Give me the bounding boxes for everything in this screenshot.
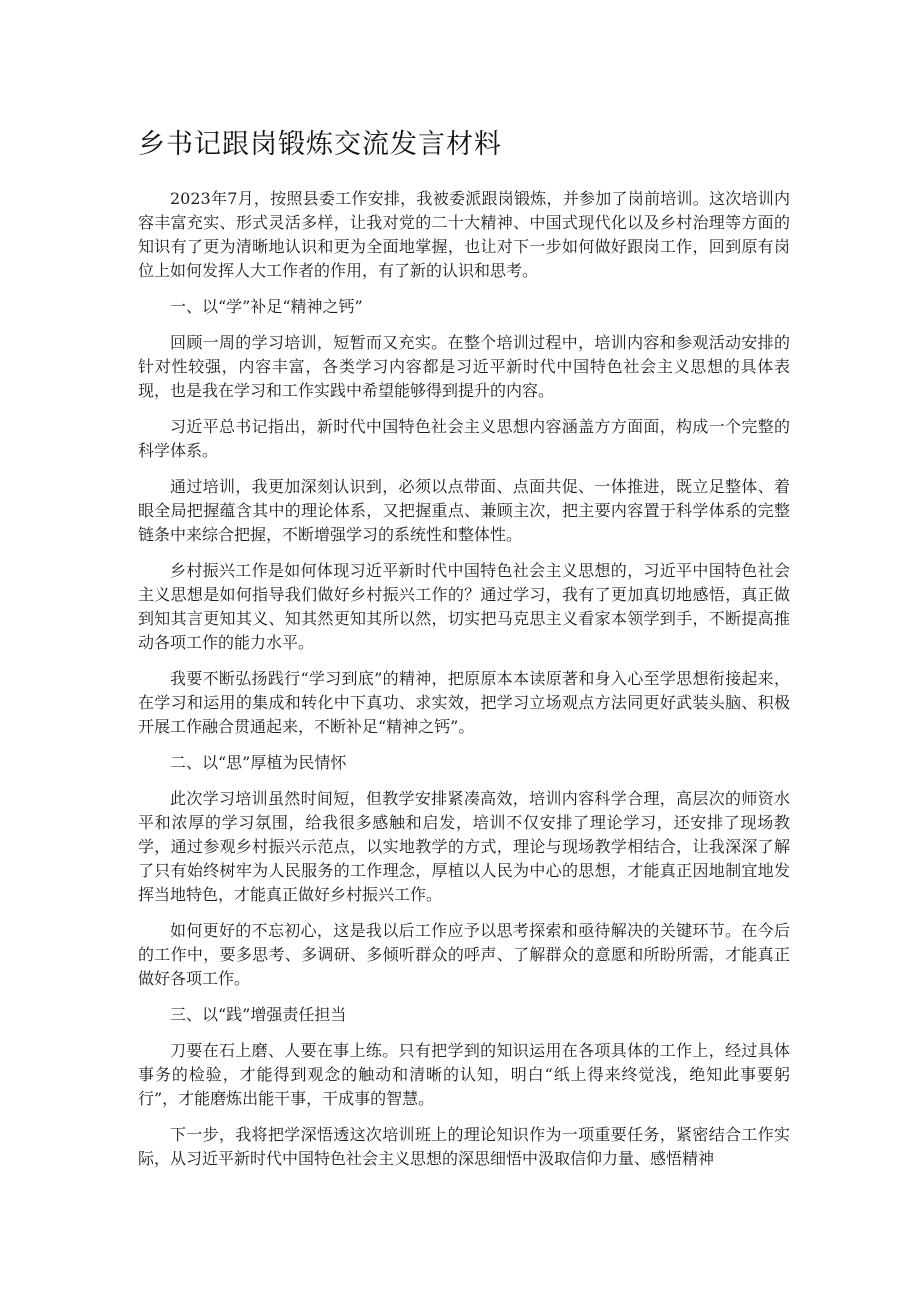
- section-heading-1: 一、以“学”补足“精神之钙”: [170, 297, 363, 316]
- paragraph: 我要不断弘扬践行“学习到底”的精神，把原原本本读原著和身入心至学思想衔接起来，在学习和运用的集成和转化中下真功、求实效，把学习立场观点方法同更好武装头脑、积极开展工作融合贯通起来，不断补足“精神之钙”。: [138, 669, 790, 736]
- paragraph: 习近平总书记指出，新时代中国特色社会主义思想内容涵盖方方面面，构成一个完整的科学体系。: [138, 417, 790, 460]
- paragraph: 下一步，我将把学深悟透这次培训班上的理论知识作为一项重要任务，紧密结合工作实际，从习近平新时代中国特色社会主义思想的深思细悟中汲取信仰力量、感悟精神: [138, 1125, 790, 1168]
- section-heading-2: 二、以“思”厚植为民情怀: [170, 753, 347, 772]
- paragraph: 此次学习培训虽然时间短，但教学安排紧凑高效，培训内容科学合理，高层次的师资水平和浓厚的学习氛围，给我很多感触和启发，培训不仅安排了理论学习，还安排了现场教学，通过参观乡村振兴示范点，以实地教学的方式，理论与现场教学相结合，让我深深了解了只有始终树牢为人民服务的工作理念，厚植以人民为中心的思想，才能真正因地制宜地发挥当地特色，才能真正做好乡村振兴工作。: [138, 789, 790, 904]
- document-page: [138, 125, 790, 1183]
- paragraph: 刀要在石上磨、人要在事上练。只有把学到的知识运用在各项具体的工作上，经过具体事务的检验，才能得到观念的触动和清晰的认知，明白“纸上得来终觉浅，绝知此事要躬行”，才能磨炼出能干事，干成事的智慧。: [138, 1041, 790, 1108]
- paragraph: 乡村振兴工作是如何体现习近平新时代中国特色社会主义思想的，习近平中国特色社会主义思想是如何指导我们做好乡村振兴工作的？通过学习，我有了更加真切地感悟，真正做到知其言更知其义、知其然更知其所以然，切实把马克思主义看家本领学到手，不断提高推动各项工作的能力水平。: [138, 561, 790, 652]
- document-title: 乡书记跟岗锻炼交流发言材料: [138, 129, 502, 160]
- paragraph: 如何更好的不忘初心，这是我以后工作应予以思考探索和亟待解决的关键环节。在今后的工作中，要多思考、多调研、多倾听群众的呼声、了解群众的意愿和所盼所需，才能真正做好各项工作。: [138, 921, 790, 988]
- section-heading-3: 三、以“践”增强责任担当: [170, 1005, 347, 1024]
- paragraph-intro: 2023年7月，按照县委工作安排，我被委派跟岗锻炼，并参加了岗前培训。这次培训内容丰富充实、形式灵活多样，让我对党的二十大精神、中国式现代化以及乡村治理等方面的知识有了更为清晰地认识和更为全面地掌握，也让对下一步如何做好跟岗工作，回到原有岗位上如何发挥人大工作者的作用，有了新的认识和思考。: [138, 189, 790, 280]
- paragraph: 回顾一周的学习培训，短暂而又充实。在整个培训过程中，培训内容和参观活动安排的针对性较强，内容丰富，各类学习内容都是习近平新时代中国特色社会主义思想的具体表现，也是我在学习和工作实践中希望能够得到提升的内容。: [138, 333, 790, 400]
- paragraph: 通过培训，我更加深刻认识到，必须以点带面、点面共促、一体推进，既立足整体、着眼全局把握蕴含其中的理论体系，又把握重点、兼顾主次，把主要内容置于科学体系的完整链条中来综合把握，不断增强学习的系统性和整体性。: [138, 477, 790, 544]
